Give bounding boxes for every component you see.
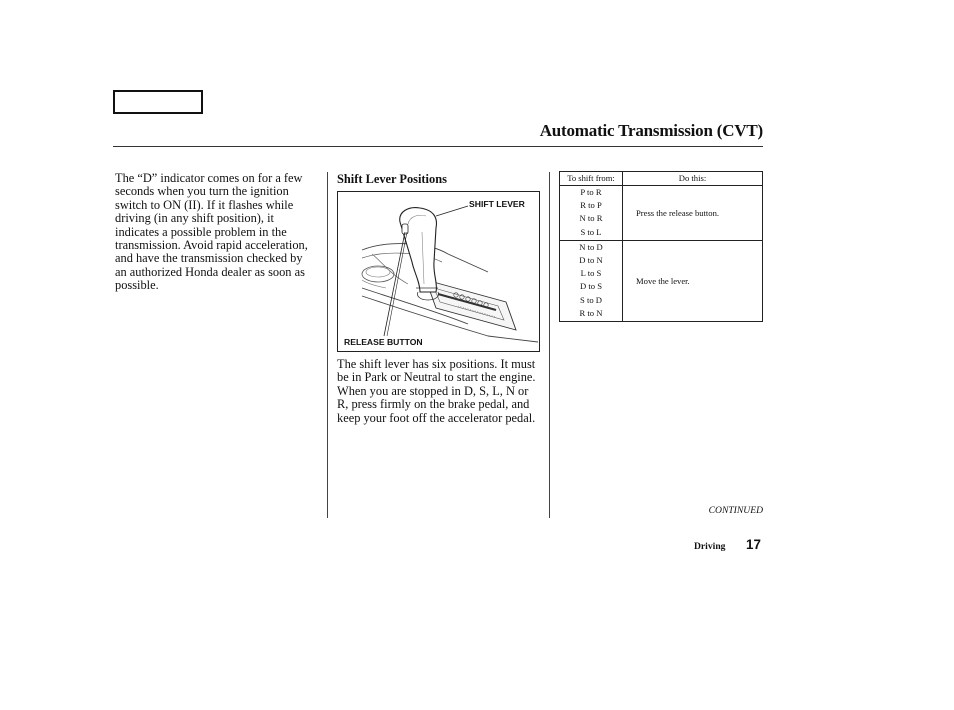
shift-from-item: R to P <box>580 200 602 211</box>
title-rule <box>113 146 763 147</box>
shift-lever-illustration <box>338 192 539 351</box>
shift-from-item: D to S <box>580 281 602 292</box>
shift-table-header-row <box>560 172 763 186</box>
footer-section-name: Driving <box>694 541 726 552</box>
shift-from-cell <box>560 240 623 321</box>
d-indicator-paragraph: The “D” indicator comes on for a few seconds when you turn the ignition switch to ON (II). If it flashes while driving (in any shift position), it indicates a possible problem in the transmission. Avoid rapid acceleration, and have the transmission checked by an authorized Honda dealer as soon as possible. <box>115 171 308 293</box>
shift-lever-figure <box>337 191 540 352</box>
header-tab-box <box>113 90 203 114</box>
shift-lever-label: SHIFT LEVER <box>469 199 525 209</box>
table-row <box>560 186 763 241</box>
shift-from-item: N to R <box>579 213 603 224</box>
release-button-label: RELEASE BUTTON <box>344 337 423 347</box>
shift-from-item: L to S <box>580 268 602 279</box>
table-row <box>560 240 763 321</box>
shift-from-item: D to N <box>579 255 603 266</box>
section-heading: Shift Lever Positions <box>337 172 447 186</box>
shift-from-item: R to N <box>579 307 603 318</box>
header-shift-from: To shift from: <box>560 172 623 186</box>
shift-from-item: N to D <box>579 241 603 252</box>
continued-note: CONTINUED <box>708 505 763 516</box>
shift-action-cell: Move the lever. <box>623 240 763 321</box>
shift-action-cell: Press the release button. <box>623 186 763 241</box>
shift-from-cell <box>560 186 623 241</box>
header-do-this: Do this: <box>623 172 763 186</box>
shift-table <box>559 171 763 322</box>
column-divider-left <box>327 172 328 518</box>
page-title: Automatic Transmission (CVT) <box>539 121 763 140</box>
shift-positions-paragraph: The shift lever has six positions. It must be in Park or Neutral to start the engine. When you are stopped in D, S, L, N or R, press firmly on the brake pedal, and keep your foot off the accelerator pedal. <box>337 357 536 425</box>
column-divider-right <box>549 172 550 518</box>
shift-from-item: S to D <box>580 294 602 305</box>
page-number: 17 <box>746 537 761 552</box>
shift-from-item: S to L <box>580 226 602 237</box>
shift-from-item: P to R <box>580 187 602 197</box>
